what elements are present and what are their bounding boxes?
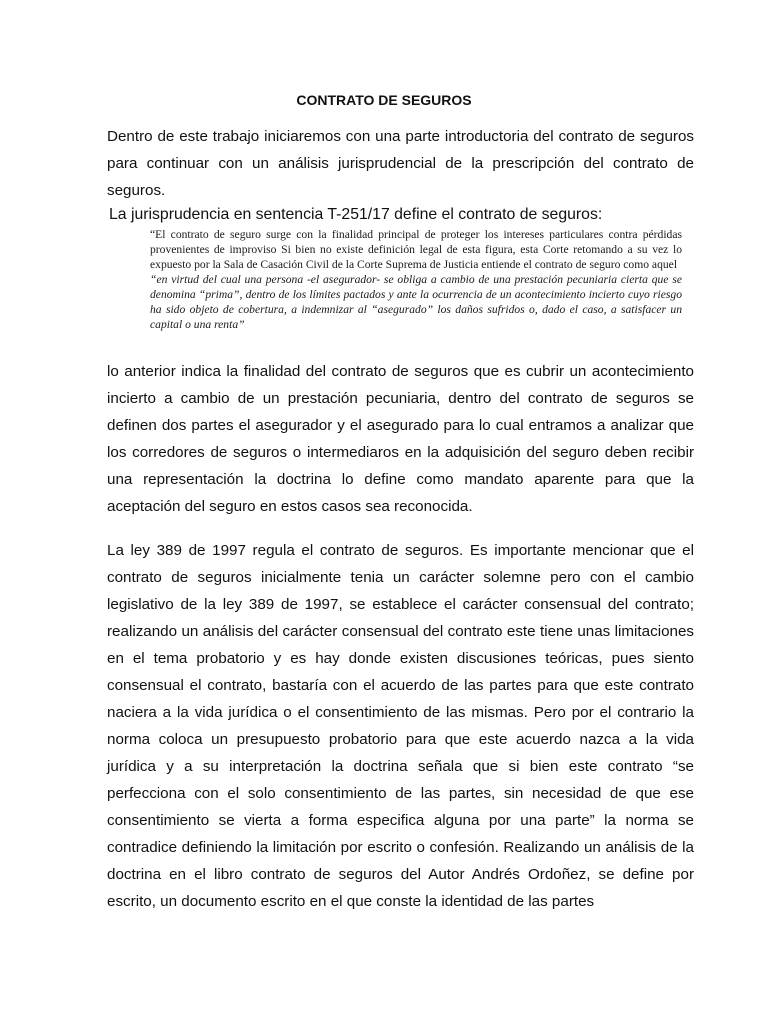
quote-italic-text: “en virtud del cual una persona -el asegurador- se obliga a cambio de una prestación pecuniaria cierta que se denomina “prima”, dentro de los límites pactados y ante la ocurrencia de un acontecimiento incierto cuyo riesgo ha sido objeto de cobertura, a indemnizar al “asegurado” los daños sufridos o, dado el caso, a satisfacer un capital o una renta”	[150, 273, 682, 331]
jurisprudence-lead-sentence: La jurisprudencia en sentencia T-251/17 define el contrato de seguros:	[109, 206, 603, 223]
quote-plain-text: “El contrato de seguro surge con la finalidad principal de proteger los intereses particulares contra pérdidas provenientes de improviso Si bien no existe definición legal de esta figura, esta Corte retomando a su vez lo expuesto por la Sala de Casación Civil de la Corte Suprema de Justicia entiende el contrato de seguro como aquel	[150, 228, 682, 271]
jurisprudence-quote	[150, 227, 682, 332]
analysis-paragraph: lo anterior indica la finalidad del contrato de seguros que es cubrir un acontecimiento incierto a cambio de un prestación pecuniaria, dentro del contrato de seguros se definen dos partes el asegurador y el asegurado para lo cual entramos a analizar que los corredores de seguros o intermediaros en la adquisición del seguro deben recibir una representación la doctrina lo define como mandato aparente para que la aceptación del seguro en estos casos sea reconocida.	[107, 363, 694, 515]
law-389-paragraph: La ley 389 de 1997 regula el contrato de seguros. Es importante mencionar que el contrato de seguros inicialmente tenia un carácter solemne pero con el cambio legislativo de la ley 389 de 1997, se establece el carácter consensual del contrato; realizando un análisis del carácter consensual del contrato este tiene unas limitaciones en el tema probatorio y es hay donde existen discusiones teóricas, pues siento consensual el contrato, bastaría con el acuerdo de las partes para que este contrato naciera a la vida jurídica o el consentimiento de las mismas. Pero por el contrario la norma coloca un presupuesto probatorio para que este acuerdo nazca a la vida jurídica y a su interpretación la doctrina señala que si bien este contrato “se perfecciona con el solo consentimiento de las partes, sin necesidad de que ese consentimiento se vierta a forma especifica alguna por una parte” la norma se contradice definiendo la limitación por escrito o confesión. Realizando un análisis de la doctrina en el libro contrato de seguros del Autor Andrés Ordoñez, se define por escrito, un documento escrito en el que conste la identidad de las partes	[107, 542, 694, 910]
document-title: CONTRATO DE SEGUROS	[296, 92, 472, 108]
intro-paragraph: Dentro de este trabajo iniciaremos con una parte introductoria del contrato de seguros para continuar con un análisis jurisprudencial de la prescripción del contrato de seguros.	[107, 128, 694, 199]
